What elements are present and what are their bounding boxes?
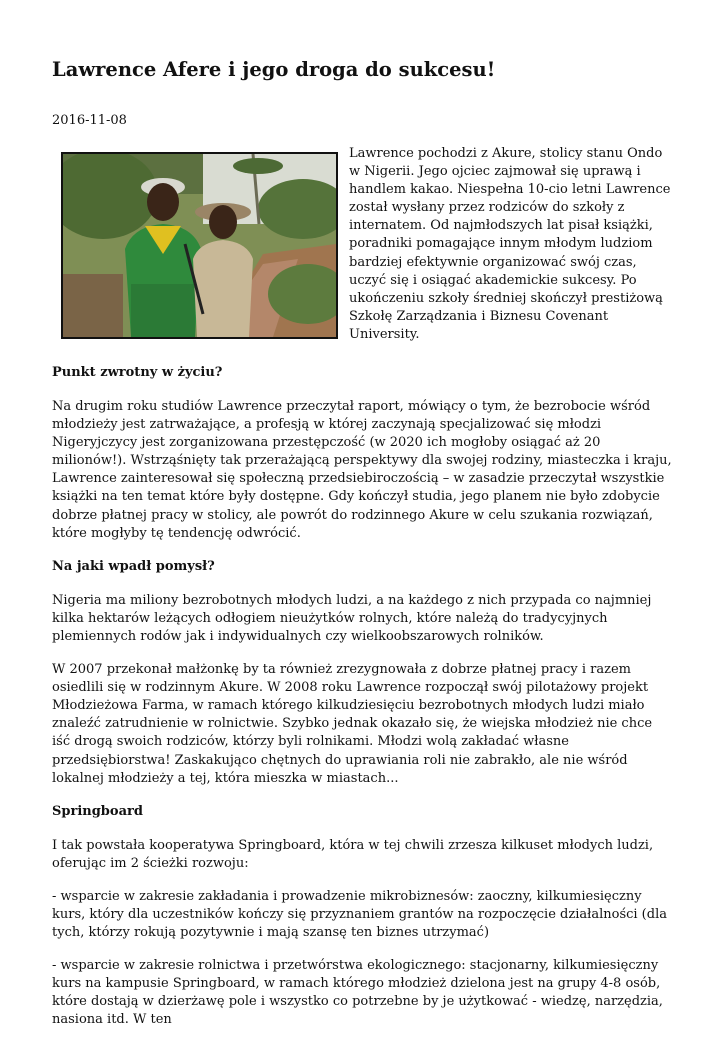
section-paragraph: - wsparcie w zakresie rolnictwa i przetwórstwa ekologicznego: stacjonarny, kilkumiesięczny kurs na kampusie Springboard, w ramach którego młodzież dzielona jest na grupy 4-8 osób, które dostają w dzierżawę pole i wszystko co potrzebne by je użytkować - wiedzę, narzędzia, nasiona itd. W ten (52, 958, 663, 1028)
intro-paragraph: Lawrence pochodzi z Akure, stolicy stanu Ondo w Nigerii. Jego ojciec zajmował się uprawą i handlem kakao. Niespełna 10-cio letni Lawrence został wysłany przez rodziców do szkoły z internatem. Od najmłodszych lat pisał książki, poradniki pomagające innym młodym ludziom bardziej efektywnie organizować swój czas, uczyć się i osiągać akademickie sukcesy. Po ukończeniu szkoły średniej skończył prestiżową Szkołę Zarządzania i Biznesu Covenant University. (349, 146, 671, 342)
section-paragraph: - wsparcie w zakresie zakładania i prowadzenie mikrobiznesów: zaoczny, kilkumiesięczny kurs, który dla uczestników kończy się przyznaniem grantów na rozpoczęcie działalności (dla tych, którzy rokują pozytywnie i mają szansę ten biznes utrzymać) (52, 888, 667, 941)
section-paragraph: I tak powstała kooperatywa Springboard, która w tej chwili zrzesza kilkuset młodych ludzi, oferując im 2 ścieżki rozwoju: (52, 837, 654, 871)
article-body (52, 364, 674, 1045)
article-date: 2016-11-08 (52, 113, 127, 128)
section-paragraph: W 2007 przekonał małżonkę by ta również zrezygnowała z dobrze płatnej pracy i razem osiedlili się w rodzinnym Akure. W 2008 roku Lawrence rozpoczął swój pilotażowy projekt Młodzieżowa Farma, w ramach którego kilkudziesięciu bezrobotnych młodych ludzi miało znaleźć zatrudnienie w rolnictwie. Szybko jednak okazało się, że wiejska młodzież nie chce iść drogą swoich rodziców, którzy byli rolnikami. Młodzi wolą zakładać własne przedsiębiorstwa! Zaskakująco chętnych do uprawiania roli nie zabrakło, ale nie wśród lokalnej młodzieży a tej, która mieszka w miastach... (52, 662, 653, 786)
section-heading: Springboard (52, 803, 143, 819)
article-photo (61, 152, 338, 339)
section-heading: Na jaki wpadł pomysł? (52, 558, 215, 574)
section-paragraph: Nigeria ma miliony bezrobotnych młodych ludzi, a na każdego z nich przypada co najmniej kilka hektarów leżących odłogiem nieużytków rolnych, które należą do tradycyjnych plemiennych rodów jak i indywidualnych czy wielkoobszarowych rolników. (52, 592, 652, 644)
section-paragraph: Na drugim roku studiów Lawrence przeczytał raport, mówiący o tym, że bezrobocie wśród młodzieży jest zatrważające, a profesją w której zaczynają specjalizować się młodzi Nigeryjczycy jest zorganizowana przestępczość (w 2020 ich mogłoby osiągać aż 20 milionów!). Wstrząśnięty tak przerażającą perspektywy dla swojej rodziny, miasteczka i kraju, Lawrence zainteresował się społeczną przedsiebiroczością – w zasadzie przeczytał wszystkie książki na ten temat które były dostępne. Gdy kończył studia, jego planem nie było zdobycie dobrze płatnej pracy w stolicy, ale powrót do rodzinnego Akure w celu szukania rozwiązań, które mogłyby tę tendencję odwrócić. (52, 399, 672, 541)
section-heading: Punkt zwrotny w życiu? (52, 365, 223, 380)
article-title: Lawrence Afere i jego droga do sukcesu! (52, 58, 496, 81)
